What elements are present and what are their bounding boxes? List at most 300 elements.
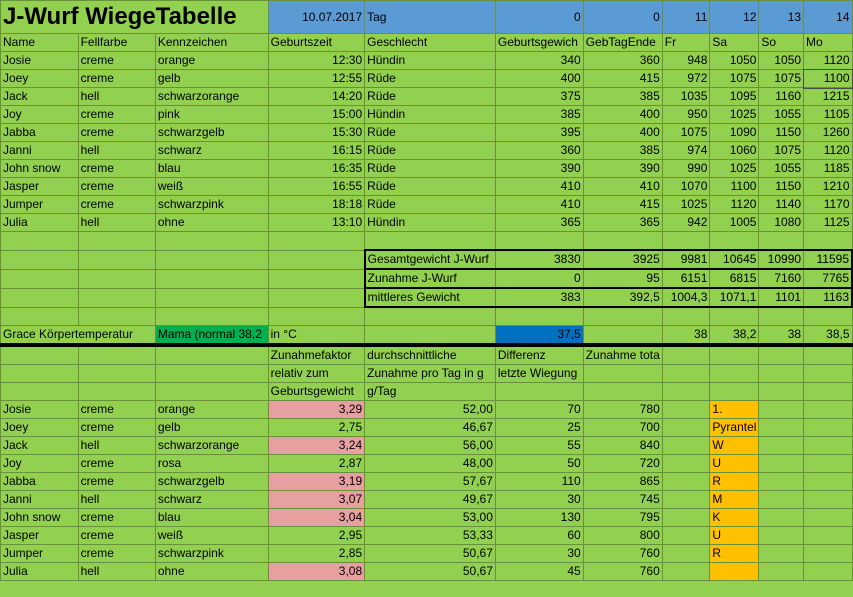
empty-cell[interactable] — [1, 365, 79, 383]
temperature-value[interactable]: 38,2 — [710, 326, 759, 346]
fur-color[interactable]: creme — [78, 545, 155, 563]
weight-value[interactable]: 400 — [495, 70, 583, 88]
weight-value[interactable]: 410 — [495, 196, 583, 214]
unit-label[interactable]: in °C — [268, 326, 365, 346]
empty-cell[interactable] — [78, 288, 155, 307]
marker[interactable]: blau — [155, 509, 268, 527]
birth-time[interactable]: 12:55 — [268, 70, 365, 88]
summary-value[interactable]: 9981 — [662, 250, 710, 269]
fur-color[interactable]: hell — [78, 88, 155, 106]
summary-label[interactable]: Zunahme J-Wurf — [365, 269, 496, 288]
avg-gain-header[interactable]: Zunahme pro Tag in g — [365, 365, 496, 383]
column-header[interactable]: Geburtszeit — [268, 34, 365, 52]
empty-cell[interactable] — [155, 307, 268, 326]
birth-time[interactable]: 16:55 — [268, 178, 365, 196]
marker[interactable]: schwarzgelb — [155, 124, 268, 142]
weight-value[interactable]: 1070 — [662, 178, 710, 196]
fur-color[interactable]: creme — [78, 196, 155, 214]
empty-cell[interactable] — [1, 345, 79, 365]
total-gain[interactable]: 720 — [583, 455, 662, 473]
birth-time[interactable]: 15:00 — [268, 106, 365, 124]
empty-cell[interactable] — [710, 365, 759, 383]
total-gain[interactable]: 840 — [583, 437, 662, 455]
summary-value[interactable]: 383 — [495, 288, 583, 307]
empty-cell[interactable] — [662, 345, 710, 365]
empty-cell[interactable] — [662, 509, 710, 527]
column-header[interactable]: Kennzeichen — [155, 34, 268, 52]
marker[interactable]: blau — [155, 160, 268, 178]
empty-cell[interactable] — [759, 232, 804, 251]
weight-value[interactable]: 1005 — [710, 214, 759, 232]
fur-color[interactable]: hell — [78, 214, 155, 232]
weight-value[interactable]: 390 — [583, 160, 662, 178]
day-number[interactable]: 0 — [495, 1, 583, 34]
temperature-label[interactable]: Grace Körpertemperatur — [1, 326, 156, 346]
weight-value[interactable]: 1140 — [759, 196, 804, 214]
weight-value[interactable]: 950 — [662, 106, 710, 124]
empty-cell[interactable] — [78, 269, 155, 288]
weight-value[interactable]: 942 — [662, 214, 710, 232]
weight-value[interactable]: 1105 — [804, 106, 852, 124]
day-number[interactable]: 13 — [759, 1, 804, 34]
total-gain-header[interactable] — [583, 383, 662, 401]
empty-cell[interactable] — [759, 491, 804, 509]
empty-cell[interactable] — [1, 250, 79, 269]
gain-factor[interactable]: 2,95 — [268, 527, 365, 545]
total-gain-header[interactable] — [583, 365, 662, 383]
difference[interactable]: 25 — [495, 419, 583, 437]
avg-gain[interactable]: 50,67 — [365, 545, 496, 563]
gain-factor[interactable]: 2,75 — [268, 419, 365, 437]
empty-cell[interactable] — [268, 232, 365, 251]
deworm-note[interactable]: U — [710, 455, 759, 473]
column-header[interactable]: Geschlecht — [365, 34, 496, 52]
marker[interactable]: gelb — [155, 70, 268, 88]
factor-header[interactable]: Geburtsgewicht — [268, 383, 365, 401]
deworm-note[interactable]: Pyrantel — [710, 419, 759, 437]
fur-color[interactable]: creme — [78, 473, 155, 491]
birth-time[interactable]: 16:15 — [268, 142, 365, 160]
birth-time[interactable]: 16:35 — [268, 160, 365, 178]
puppy-name[interactable]: Jumper — [1, 196, 79, 214]
difference[interactable]: 130 — [495, 509, 583, 527]
summary-value[interactable]: 10990 — [759, 250, 804, 269]
birth-time[interactable]: 12:30 — [268, 52, 365, 70]
weight-value[interactable]: 1035 — [662, 88, 710, 106]
weight-value[interactable]: 1260 — [804, 124, 852, 142]
fur-color[interactable]: creme — [78, 419, 155, 437]
puppy-name[interactable]: Janni — [1, 491, 79, 509]
sex[interactable]: Hündin — [365, 106, 496, 124]
empty-cell[interactable] — [662, 545, 710, 563]
summary-value[interactable]: 3830 — [495, 250, 583, 269]
empty-cell[interactable] — [268, 288, 365, 307]
marker[interactable]: schwarzgelb — [155, 473, 268, 491]
puppy-name[interactable]: Jasper — [1, 178, 79, 196]
empty-cell[interactable] — [365, 232, 496, 251]
sex[interactable]: Rüde — [365, 124, 496, 142]
difference[interactable]: 50 — [495, 455, 583, 473]
empty-cell[interactable] — [662, 419, 710, 437]
fur-color[interactable]: creme — [78, 160, 155, 178]
sex[interactable]: Rüde — [365, 178, 496, 196]
empty-cell[interactable] — [759, 473, 804, 491]
weight-value[interactable]: 1100 — [710, 178, 759, 196]
weight-value[interactable]: 1055 — [759, 160, 804, 178]
summary-value[interactable]: 392,5 — [583, 288, 662, 307]
deworm-note[interactable]: W — [710, 437, 759, 455]
weight-value[interactable]: 365 — [583, 214, 662, 232]
summary-value[interactable]: 1101 — [759, 288, 804, 307]
marker[interactable]: gelb — [155, 419, 268, 437]
empty-cell[interactable] — [78, 345, 155, 365]
difference[interactable]: 30 — [495, 545, 583, 563]
summary-value[interactable]: 1163 — [804, 288, 852, 307]
avg-gain[interactable]: 53,00 — [365, 509, 496, 527]
gain-factor[interactable]: 2,85 — [268, 545, 365, 563]
empty-cell[interactable] — [365, 307, 496, 326]
empty-cell[interactable] — [662, 491, 710, 509]
weight-value[interactable]: 1025 — [662, 196, 710, 214]
fur-color[interactable]: creme — [78, 455, 155, 473]
deworm-note[interactable]: R — [710, 545, 759, 563]
total-gain[interactable]: 800 — [583, 527, 662, 545]
weight-value[interactable]: 990 — [662, 160, 710, 178]
marker[interactable]: schwarzorange — [155, 437, 268, 455]
marker[interactable]: rosa — [155, 455, 268, 473]
fur-color[interactable]: creme — [78, 401, 155, 419]
weight-value[interactable]: 365 — [495, 214, 583, 232]
puppy-name[interactable]: Jack — [1, 437, 79, 455]
fur-color[interactable]: hell — [78, 491, 155, 509]
puppy-name[interactable]: Jasper — [1, 527, 79, 545]
weight-value[interactable]: 400 — [583, 124, 662, 142]
weight-value[interactable]: 1055 — [759, 106, 804, 124]
deworm-note[interactable]: M — [710, 491, 759, 509]
summary-value[interactable]: 6815 — [710, 269, 759, 288]
empty-cell[interactable] — [268, 307, 365, 326]
empty-cell[interactable] — [662, 401, 710, 419]
weight-value[interactable]: 1050 — [759, 52, 804, 70]
marker[interactable]: ohne — [155, 214, 268, 232]
avg-gain[interactable]: 53,33 — [365, 527, 496, 545]
empty-cell[interactable] — [710, 307, 759, 326]
empty-cell[interactable] — [662, 527, 710, 545]
empty-cell[interactable] — [710, 383, 759, 401]
marker[interactable]: weiß — [155, 527, 268, 545]
total-gain-header[interactable]: Zunahme tota — [583, 345, 662, 365]
empty-cell[interactable] — [78, 383, 155, 401]
empty-cell[interactable] — [662, 232, 710, 251]
puppy-name[interactable]: John snow — [1, 160, 79, 178]
day-number[interactable]: 14 — [804, 1, 852, 34]
weight-value[interactable]: 1075 — [662, 124, 710, 142]
gain-factor[interactable]: 3,07 — [268, 491, 365, 509]
weight-value[interactable]: 1120 — [804, 142, 852, 160]
avg-gain[interactable]: 49,67 — [365, 491, 496, 509]
empty-cell[interactable] — [804, 527, 852, 545]
empty-cell[interactable] — [155, 365, 268, 383]
empty-cell[interactable] — [583, 232, 662, 251]
total-gain[interactable]: 865 — [583, 473, 662, 491]
deworm-note[interactable]: U — [710, 527, 759, 545]
empty-cell[interactable] — [710, 345, 759, 365]
difference-header[interactable]: Differenz — [495, 345, 583, 365]
weight-value[interactable]: 948 — [662, 52, 710, 70]
weight-value[interactable]: 1080 — [759, 214, 804, 232]
total-gain[interactable]: 745 — [583, 491, 662, 509]
puppy-name[interactable]: Jabba — [1, 124, 79, 142]
gain-factor[interactable]: 3,24 — [268, 437, 365, 455]
column-header[interactable]: So — [759, 34, 804, 52]
weight-value[interactable]: 395 — [495, 124, 583, 142]
empty-cell[interactable] — [495, 232, 583, 251]
temperature-value[interactable]: 37,5 — [495, 326, 583, 346]
difference[interactable]: 45 — [495, 563, 583, 581]
empty-cell[interactable] — [759, 401, 804, 419]
puppy-name[interactable]: John snow — [1, 509, 79, 527]
summary-value[interactable]: 1071,1 — [710, 288, 759, 307]
date-cell[interactable]: 10.07.2017 — [268, 1, 365, 34]
puppy-name[interactable]: Jabba — [1, 473, 79, 491]
summary-value[interactable]: 11595 — [804, 250, 852, 269]
column-header[interactable]: Fellfarbe — [78, 34, 155, 52]
gain-factor[interactable]: 3,08 — [268, 563, 365, 581]
birth-time[interactable]: 15:30 — [268, 124, 365, 142]
empty-cell[interactable] — [804, 232, 852, 251]
marker[interactable]: ohne — [155, 563, 268, 581]
weight-value[interactable]: 974 — [662, 142, 710, 160]
empty-cell[interactable] — [1, 269, 79, 288]
puppy-name[interactable]: Josie — [1, 52, 79, 70]
avg-gain[interactable]: 57,67 — [365, 473, 496, 491]
weight-value[interactable]: 390 — [495, 160, 583, 178]
puppy-name[interactable]: Jumper — [1, 545, 79, 563]
fur-color[interactable]: creme — [78, 106, 155, 124]
weight-value[interactable]: 375 — [495, 88, 583, 106]
gain-factor[interactable]: 3,19 — [268, 473, 365, 491]
marker[interactable]: weiß — [155, 178, 268, 196]
empty-cell[interactable] — [1, 288, 79, 307]
empty-cell[interactable] — [759, 345, 804, 365]
summary-value[interactable]: 1004,3 — [662, 288, 710, 307]
total-gain[interactable]: 760 — [583, 545, 662, 563]
puppy-name[interactable]: Joy — [1, 455, 79, 473]
empty-cell[interactable] — [759, 509, 804, 527]
fur-color[interactable]: creme — [78, 527, 155, 545]
puppy-name[interactable]: Jack — [1, 88, 79, 106]
column-header[interactable]: Fr — [662, 34, 710, 52]
fur-color[interactable]: hell — [78, 437, 155, 455]
empty-cell[interactable] — [804, 365, 852, 383]
marker[interactable]: orange — [155, 401, 268, 419]
summary-value[interactable]: 7160 — [759, 269, 804, 288]
avg-gain[interactable]: 52,00 — [365, 401, 496, 419]
weight-value[interactable]: 1025 — [710, 160, 759, 178]
puppy-name[interactable]: Julia — [1, 214, 79, 232]
fur-color[interactable]: hell — [78, 563, 155, 581]
deworm-note[interactable] — [710, 563, 759, 581]
empty-cell[interactable] — [78, 307, 155, 326]
empty-cell[interactable] — [804, 307, 852, 326]
difference-header[interactable] — [495, 383, 583, 401]
weight-value[interactable]: 1215 — [804, 88, 852, 106]
weight-value[interactable]: 1120 — [804, 52, 852, 70]
empty-cell[interactable] — [495, 307, 583, 326]
marker[interactable]: schwarzorange — [155, 88, 268, 106]
gain-factor[interactable]: 3,04 — [268, 509, 365, 527]
empty-cell[interactable] — [710, 232, 759, 251]
total-gain[interactable]: 795 — [583, 509, 662, 527]
tag-label[interactable]: Tag — [365, 1, 496, 34]
sex[interactable]: Rüde — [365, 70, 496, 88]
empty-cell[interactable] — [804, 473, 852, 491]
marker[interactable]: schwarz — [155, 142, 268, 160]
puppy-name[interactable]: Janni — [1, 142, 79, 160]
sex[interactable]: Hündin — [365, 52, 496, 70]
summary-value[interactable]: 6151 — [662, 269, 710, 288]
avg-gain-header[interactable]: g/Tag — [365, 383, 496, 401]
weight-value[interactable]: 1160 — [759, 88, 804, 106]
empty-cell[interactable] — [804, 545, 852, 563]
empty-cell[interactable] — [759, 307, 804, 326]
weight-value[interactable]: 1050 — [710, 52, 759, 70]
sex[interactable]: Hündin — [365, 214, 496, 232]
empty-cell[interactable] — [155, 288, 268, 307]
weight-value[interactable]: 360 — [583, 52, 662, 70]
avg-gain[interactable]: 50,67 — [365, 563, 496, 581]
marker[interactable]: orange — [155, 52, 268, 70]
empty-cell[interactable] — [804, 383, 852, 401]
empty-cell[interactable] — [804, 437, 852, 455]
empty-cell[interactable] — [662, 365, 710, 383]
column-header[interactable]: Sa — [710, 34, 759, 52]
empty-cell[interactable] — [804, 455, 852, 473]
birth-time[interactable]: 13:10 — [268, 214, 365, 232]
empty-cell[interactable] — [759, 527, 804, 545]
weight-value[interactable]: 972 — [662, 70, 710, 88]
empty-cell[interactable] — [662, 455, 710, 473]
fur-color[interactable]: creme — [78, 509, 155, 527]
avg-gain[interactable]: 56,00 — [365, 437, 496, 455]
puppy-name[interactable]: Joey — [1, 419, 79, 437]
empty-cell[interactable] — [78, 365, 155, 383]
puppy-name[interactable]: Josie — [1, 401, 79, 419]
avg-gain[interactable]: 46,67 — [365, 419, 496, 437]
weight-value[interactable]: 1060 — [710, 142, 759, 160]
sex[interactable]: Rüde — [365, 88, 496, 106]
empty-cell[interactable] — [759, 563, 804, 581]
summary-label[interactable]: mittleres Gewicht — [365, 288, 496, 307]
marker[interactable]: schwarz — [155, 491, 268, 509]
marker[interactable]: pink — [155, 106, 268, 124]
weight-value[interactable]: 385 — [583, 88, 662, 106]
weight-value[interactable]: 410 — [583, 178, 662, 196]
avg-gain[interactable]: 48,00 — [365, 455, 496, 473]
temperature-value[interactable]: 38,5 — [804, 326, 852, 346]
column-header[interactable]: Geburtsgewich — [495, 34, 583, 52]
column-header[interactable]: GebTagEnde — [583, 34, 662, 52]
empty-cell[interactable] — [155, 269, 268, 288]
empty-cell[interactable] — [583, 326, 662, 346]
weight-value[interactable]: 1150 — [759, 124, 804, 142]
day-number[interactable]: 0 — [583, 1, 662, 34]
weight-value[interactable]: 1075 — [759, 70, 804, 88]
puppy-name[interactable]: Joey — [1, 70, 79, 88]
weight-value[interactable]: 1095 — [710, 88, 759, 106]
empty-cell[interactable] — [662, 307, 710, 326]
weight-value[interactable]: 385 — [495, 106, 583, 124]
weight-value[interactable]: 1100 — [804, 70, 852, 88]
gain-factor[interactable]: 2,87 — [268, 455, 365, 473]
empty-cell[interactable] — [759, 419, 804, 437]
difference[interactable]: 55 — [495, 437, 583, 455]
puppy-name[interactable]: Julia — [1, 563, 79, 581]
empty-cell[interactable] — [268, 250, 365, 269]
weight-value[interactable]: 410 — [495, 178, 583, 196]
empty-cell[interactable] — [759, 455, 804, 473]
empty-cell[interactable] — [804, 563, 852, 581]
weight-value[interactable]: 415 — [583, 70, 662, 88]
empty-cell[interactable] — [804, 345, 852, 365]
empty-cell[interactable] — [759, 437, 804, 455]
summary-value[interactable]: 95 — [583, 269, 662, 288]
weight-value[interactable]: 1025 — [710, 106, 759, 124]
weight-value[interactable]: 1120 — [710, 196, 759, 214]
total-gain[interactable]: 760 — [583, 563, 662, 581]
fur-color[interactable]: creme — [78, 178, 155, 196]
deworm-note[interactable]: R — [710, 473, 759, 491]
day-number[interactable]: 12 — [710, 1, 759, 34]
empty-cell[interactable] — [662, 437, 710, 455]
weight-value[interactable]: 1150 — [759, 178, 804, 196]
difference[interactable]: 60 — [495, 527, 583, 545]
deworm-note[interactable]: K — [710, 509, 759, 527]
difference-header[interactable]: letzte Wiegung — [495, 365, 583, 383]
factor-header[interactable]: Zunahmefaktor — [268, 345, 365, 365]
birth-time[interactable]: 14:20 — [268, 88, 365, 106]
empty-cell[interactable] — [1, 232, 79, 251]
gain-factor[interactable]: 3,29 — [268, 401, 365, 419]
column-header[interactable]: Mo — [804, 34, 852, 52]
birth-time[interactable]: 18:18 — [268, 196, 365, 214]
marker[interactable]: schwarzpink — [155, 196, 268, 214]
weight-value[interactable]: 1170 — [804, 196, 852, 214]
temperature-value[interactable]: 38 — [662, 326, 710, 346]
difference[interactable]: 110 — [495, 473, 583, 491]
temperature-value[interactable]: 38 — [759, 326, 804, 346]
summary-label[interactable]: Gesamtgewicht J-Wurf — [365, 250, 496, 269]
empty-cell[interactable] — [1, 307, 79, 326]
empty-cell[interactable] — [155, 232, 268, 251]
column-header[interactable]: Name — [1, 34, 79, 52]
weight-value[interactable]: 1125 — [804, 214, 852, 232]
fur-color[interactable]: hell — [78, 142, 155, 160]
empty-cell[interactable] — [78, 232, 155, 251]
summary-value[interactable]: 7765 — [804, 269, 852, 288]
fur-color[interactable]: creme — [78, 52, 155, 70]
weight-value[interactable]: 1185 — [804, 160, 852, 178]
empty-cell[interactable] — [759, 365, 804, 383]
empty-cell[interactable] — [804, 419, 852, 437]
weight-value[interactable]: 1075 — [759, 142, 804, 160]
empty-cell[interactable] — [804, 509, 852, 527]
fur-color[interactable]: creme — [78, 70, 155, 88]
weight-value[interactable]: 400 — [583, 106, 662, 124]
empty-cell[interactable] — [365, 326, 496, 346]
sex[interactable]: Rüde — [365, 142, 496, 160]
deworm-note[interactable]: 1. — [710, 401, 759, 419]
